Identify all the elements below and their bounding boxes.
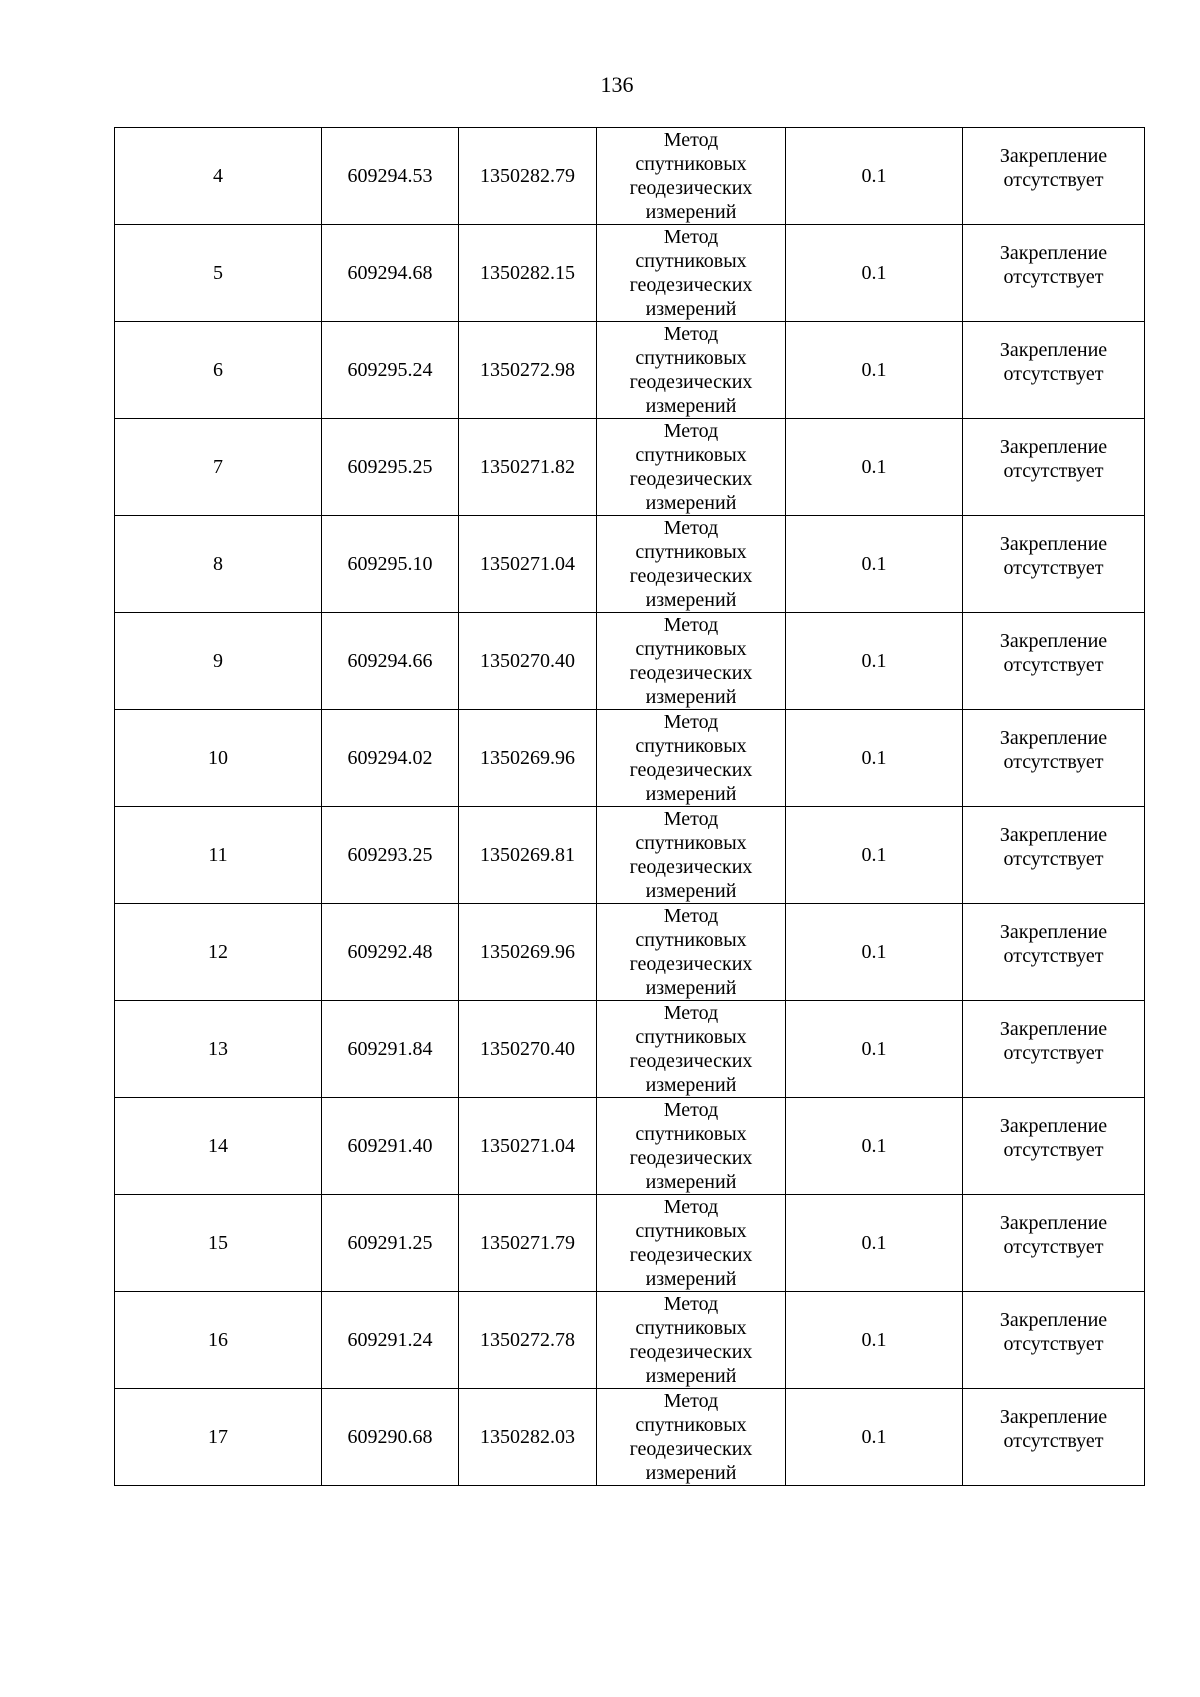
method-cell: Метод спутниковых геодезических измерений [597,225,786,322]
fixing-cell [963,807,1145,904]
fixing-cell [963,1098,1145,1195]
table-row [115,1292,1145,1389]
x-coordinate-cell: 609293.25 [322,807,459,904]
method-cell: Метод спутниковых геодезических измерений [597,807,786,904]
table-row [115,807,1145,904]
x-coordinate-cell: 609295.25 [322,419,459,516]
fixing-cell [963,1195,1145,1292]
point-number-cell: 16 [115,1292,322,1389]
point-number-cell: 9 [115,613,322,710]
table-row [115,322,1145,419]
fixing-text: Закрепление отсутствует [999,145,1108,191]
table-row [115,1098,1145,1195]
method-cell: Метод спутниковых геодезических измерений [597,1292,786,1389]
point-number-cell: 5 [115,225,322,322]
accuracy-cell: 0.1 [786,807,963,904]
table-row [115,1389,1145,1486]
x-coordinate-cell: 609294.02 [322,710,459,807]
fixing-text: Закрепление отсутствует [999,1406,1108,1452]
fixing-text: Закрепление отсутствует [999,1212,1108,1258]
fixing-text: Закрепление отсутствует [999,630,1108,676]
y-coordinate-cell: 1350271.04 [459,516,597,613]
fixing-text: Закрепление отсутствует [999,533,1108,579]
table-row [115,1001,1145,1098]
y-coordinate-cell: 1350282.79 [459,128,597,225]
x-coordinate-cell: 609290.68 [322,1389,459,1486]
method-cell: Метод спутниковых геодезических измерений [597,613,786,710]
x-coordinate-cell: 609291.25 [322,1195,459,1292]
point-number-cell: 4 [115,128,322,225]
accuracy-cell: 0.1 [786,904,963,1001]
accuracy-cell: 0.1 [786,1389,963,1486]
fixing-cell [963,1389,1145,1486]
coordinates-table [114,127,1145,1486]
y-coordinate-cell: 1350270.40 [459,613,597,710]
x-coordinate-cell: 609294.68 [322,225,459,322]
accuracy-cell: 0.1 [786,322,963,419]
accuracy-cell: 0.1 [786,419,963,516]
accuracy-cell: 0.1 [786,710,963,807]
fixing-cell [963,710,1145,807]
accuracy-cell: 0.1 [786,1098,963,1195]
x-coordinate-cell: 609291.24 [322,1292,459,1389]
method-cell: Метод спутниковых геодезических измерений [597,516,786,613]
method-cell: Метод спутниковых геодезических измерений [597,904,786,1001]
x-coordinate-cell: 609295.24 [322,322,459,419]
fixing-text: Закрепление отсутствует [999,242,1108,288]
table-row [115,516,1145,613]
point-number-cell: 8 [115,516,322,613]
fixing-cell [963,613,1145,710]
table-row [115,419,1145,516]
fixing-cell [963,419,1145,516]
x-coordinate-cell: 609292.48 [322,904,459,1001]
fixing-cell [963,904,1145,1001]
accuracy-cell: 0.1 [786,1292,963,1389]
method-cell: Метод спутниковых геодезических измерений [597,1098,786,1195]
method-cell: Метод спутниковых геодезических измерений [597,1195,786,1292]
y-coordinate-cell: 1350272.78 [459,1292,597,1389]
fixing-cell [963,1001,1145,1098]
y-coordinate-cell: 1350270.40 [459,1001,597,1098]
fixing-text: Закрепление отсутствует [999,1018,1108,1064]
y-coordinate-cell: 1350271.82 [459,419,597,516]
accuracy-cell: 0.1 [786,128,963,225]
y-coordinate-cell: 1350282.03 [459,1389,597,1486]
point-number-cell: 11 [115,807,322,904]
point-number-cell: 7 [115,419,322,516]
table-row [115,904,1145,1001]
fixing-cell [963,1292,1145,1389]
point-number-cell: 15 [115,1195,322,1292]
y-coordinate-cell: 1350269.96 [459,710,597,807]
table-row [115,225,1145,322]
point-number-cell: 14 [115,1098,322,1195]
method-cell: Метод спутниковых геодезических измерений [597,419,786,516]
fixing-cell [963,516,1145,613]
point-number-cell: 12 [115,904,322,1001]
point-number-cell: 17 [115,1389,322,1486]
x-coordinate-cell: 609294.53 [322,128,459,225]
fixing-text: Закрепление отсутствует [999,339,1108,385]
x-coordinate-cell: 609291.84 [322,1001,459,1098]
fixing-text: Закрепление отсутствует [999,436,1108,482]
accuracy-cell: 0.1 [786,1195,963,1292]
table-row [115,710,1145,807]
fixing-text: Закрепление отсутствует [999,1309,1108,1355]
fixing-cell [963,322,1145,419]
y-coordinate-cell: 1350282.15 [459,225,597,322]
y-coordinate-cell: 1350271.04 [459,1098,597,1195]
method-cell: Метод спутниковых геодезических измерений [597,1001,786,1098]
fixing-cell [963,128,1145,225]
fixing-text: Закрепление отсутствует [999,824,1108,870]
fixing-text: Закрепление отсутствует [999,727,1108,773]
table-row [115,1195,1145,1292]
accuracy-cell: 0.1 [786,225,963,322]
point-number-cell: 13 [115,1001,322,1098]
x-coordinate-cell: 609291.40 [322,1098,459,1195]
fixing-text: Закрепление отсутствует [999,1115,1108,1161]
point-number-cell: 6 [115,322,322,419]
method-cell: Метод спутниковых геодезических измерений [597,1389,786,1486]
method-cell: Метод спутниковых геодезических измерений [597,710,786,807]
accuracy-cell: 0.1 [786,1001,963,1098]
fixing-cell [963,225,1145,322]
accuracy-cell: 0.1 [786,613,963,710]
y-coordinate-cell: 1350269.81 [459,807,597,904]
y-coordinate-cell: 1350272.98 [459,322,597,419]
coordinates-table-body [115,128,1145,1486]
x-coordinate-cell: 609295.10 [322,516,459,613]
y-coordinate-cell: 1350269.96 [459,904,597,1001]
page-number: 136 [600,72,634,97]
x-coordinate-cell: 609294.66 [322,613,459,710]
table-row [115,613,1145,710]
point-number-cell: 10 [115,710,322,807]
accuracy-cell: 0.1 [786,516,963,613]
table-row [115,128,1145,225]
method-cell: Метод спутниковых геодезических измерений [597,322,786,419]
method-cell: Метод спутниковых геодезических измерений [597,128,786,225]
fixing-text: Закрепление отсутствует [999,921,1108,967]
y-coordinate-cell: 1350271.79 [459,1195,597,1292]
